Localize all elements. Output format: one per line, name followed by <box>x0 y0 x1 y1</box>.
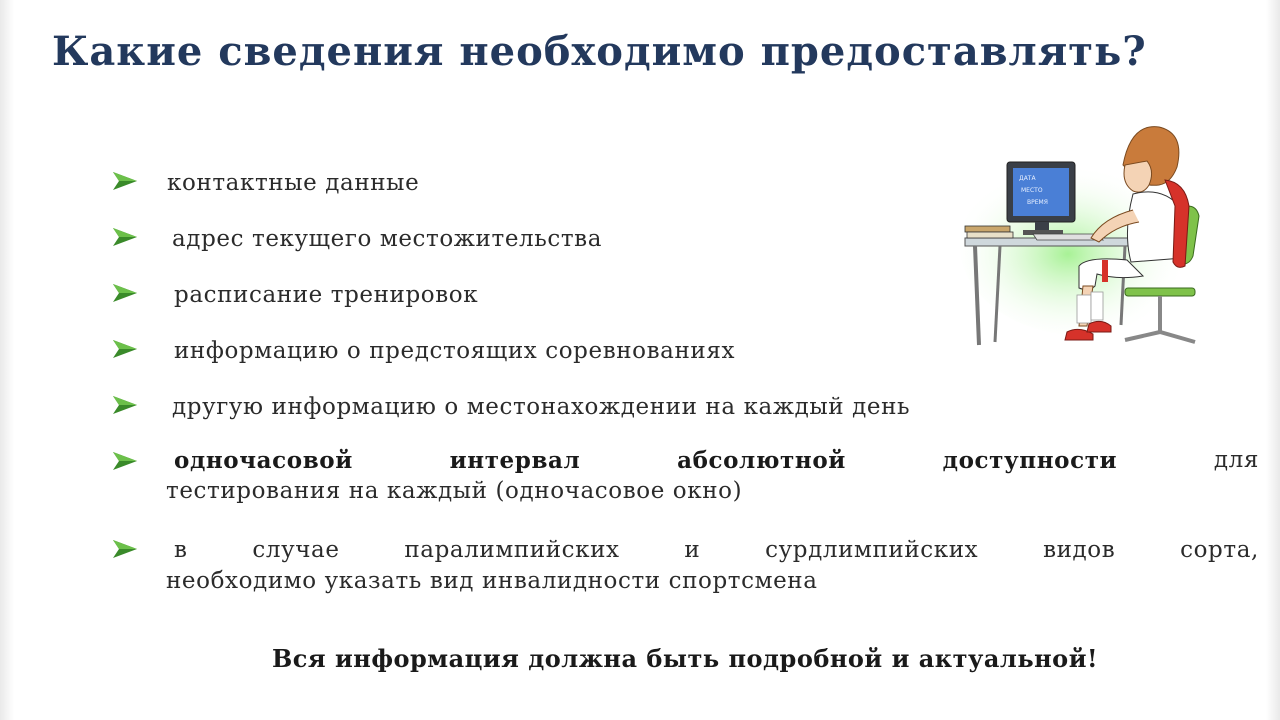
word: одночасовой <box>174 447 353 474</box>
list-item-text: контактные данные <box>167 170 420 196</box>
footer-note: Вся информация должна быть подробной и актуальной! <box>271 644 1099 673</box>
word: сорта, <box>1180 537 1259 563</box>
list-item-line2: необходимо указать вид инвалидности спортсмена <box>166 568 818 594</box>
word: интервал <box>449 447 581 474</box>
person-at-computer-illustration <box>955 110 1255 370</box>
list-item-text <box>166 535 1259 597</box>
word: доступности <box>942 447 1118 474</box>
list-item-line1 <box>174 535 1259 566</box>
word: случае <box>252 537 340 563</box>
list-item-text <box>166 445 1259 507</box>
arrow-bullet-icon <box>112 538 138 560</box>
screen-text: ВРЕМЯ <box>1027 199 1048 206</box>
arrow-bullet-icon <box>112 338 138 360</box>
list-item-text: адрес текущего местожительства <box>172 226 603 252</box>
word: и <box>684 537 701 563</box>
list-item-line2: тестирования на каждый (одночасовое окно) <box>166 478 743 504</box>
word: абсолютной <box>677 447 846 474</box>
list-item-text: другую информацию о местонахождении на каждый день <box>172 394 911 420</box>
arrow-bullet-icon <box>112 282 138 304</box>
list-item-line1 <box>174 445 1259 476</box>
arrow-bullet-icon <box>112 394 138 416</box>
word: паралимпийских <box>404 537 620 563</box>
word: сурдлимпийских <box>765 537 979 563</box>
word: видов <box>1043 537 1116 563</box>
arrow-bullet-icon <box>112 170 138 192</box>
arrow-bullet-icon <box>112 450 138 472</box>
list-item-text: информацию о предстоящих соревнованиях <box>174 338 736 364</box>
slide-title: Какие сведения необходимо предоставлять? <box>52 28 1147 75</box>
screen-text: МЕСТО <box>1021 187 1043 194</box>
word: в <box>174 537 188 563</box>
list-item-text: расписание тренировок <box>174 282 479 308</box>
arrow-bullet-icon <box>112 226 138 248</box>
word: для <box>1213 447 1259 473</box>
screen-text: ДАТА <box>1019 175 1036 182</box>
